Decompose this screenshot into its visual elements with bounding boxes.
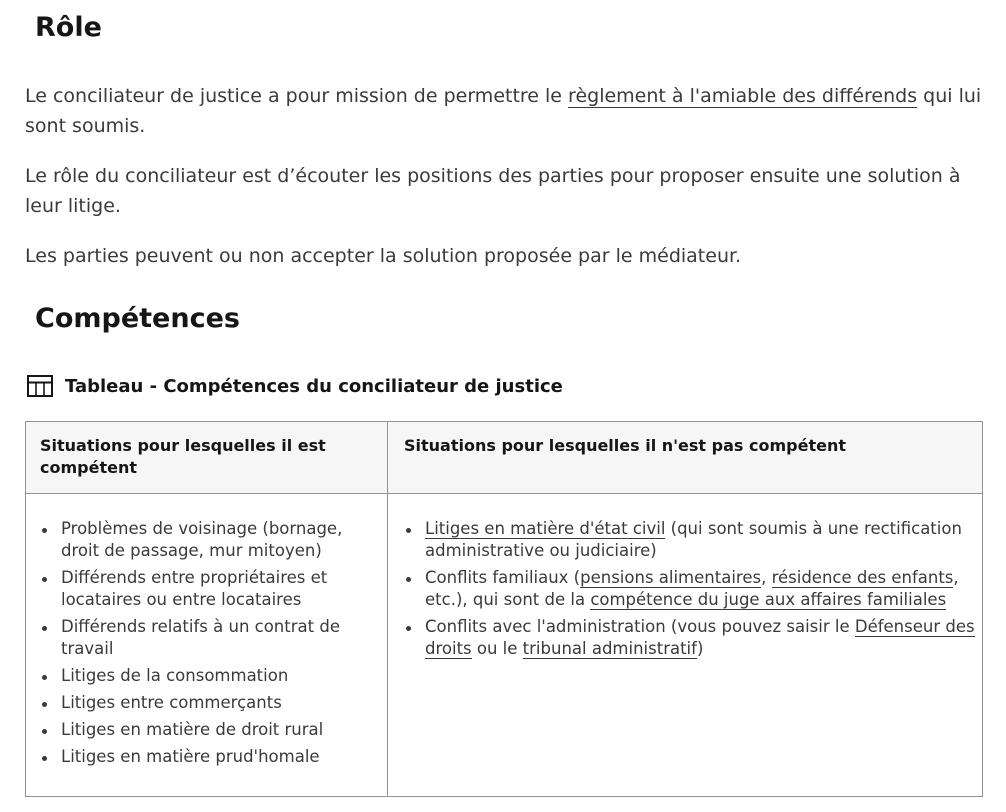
not-competent-list [405, 518, 975, 665]
column-divider [387, 422, 388, 796]
link-juge-affaires-familiales[interactable]: compétence du juge aux affaires familiales [590, 590, 947, 609]
list-item: Litiges de la consommation [41, 665, 361, 687]
list-item: Différends entre propriétaires et locataires ou entre locataires [41, 567, 361, 611]
list-item: Litiges en matière prud'homale [41, 746, 361, 768]
list-item [405, 616, 975, 660]
link-pensions-alimentaires[interactable]: pensions alimentaires [580, 568, 762, 587]
table-icon [27, 375, 53, 397]
list-item: Litiges en matière de droit rural [41, 719, 361, 741]
role-p1-text-before: Le conciliateur de justice a pour mission de permettre le [25, 85, 569, 107]
list-item [405, 518, 975, 562]
table-title: Tableau - Compétences du conciliateur de justice [65, 375, 563, 397]
list-item: Différends relatifs à un contrat de travail [41, 616, 361, 660]
item-text: , [761, 568, 772, 587]
list-item: Litiges entre commerçants [41, 692, 361, 714]
link-defenseur-droits[interactable]: Défenseur des droits [425, 617, 975, 658]
column-header-not-competent: Situations pour lesquelles il n'est pas compétent [404, 436, 846, 455]
competences-table [25, 421, 983, 797]
link-etat-civil[interactable]: Litiges en matière d'état civil [425, 519, 666, 538]
role-paragraph-2: Le rôle du conciliateur est d’écouter les positions des parties pour proposer ensuite une solution à leur litige. [25, 165, 961, 217]
item-text: (qui sont soumis à une rectification administrative ou judiciaire) [425, 519, 962, 560]
item-text: Conflits avec l'administration (vous pouvez saisir le [425, 617, 855, 636]
link-residence-enfants[interactable]: résidence des enfants [771, 568, 954, 587]
role-p1-text-after: qui lui sont soumis. [25, 85, 982, 137]
item-text: , etc.), qui sont de la [425, 568, 959, 609]
section-heading-role: Rôle [35, 12, 102, 43]
link-tribunal-administratif[interactable]: tribunal administratif [522, 639, 697, 658]
list-item: Problèmes de voisinage (bornage, droit de passage, mur mitoyen) [41, 518, 361, 562]
column-header-competent: Situations pour lesquelles il est compétent [40, 436, 326, 477]
table-caption [27, 372, 563, 400]
item-text: Conflits familiaux ( [425, 568, 581, 587]
item-text: ou le [471, 639, 523, 658]
list-item [405, 567, 975, 611]
competent-list [41, 518, 361, 773]
link-reglement-amiable[interactable]: règlement à l'amiable des différends [568, 85, 918, 107]
section-heading-competences: Compétences [35, 303, 240, 334]
role-paragraph-3: Les parties peuvent ou non accepter la solution proposée par le médiateur. [25, 245, 742, 267]
item-text: ) [696, 639, 704, 658]
role-paragraph-1 [25, 81, 985, 141]
